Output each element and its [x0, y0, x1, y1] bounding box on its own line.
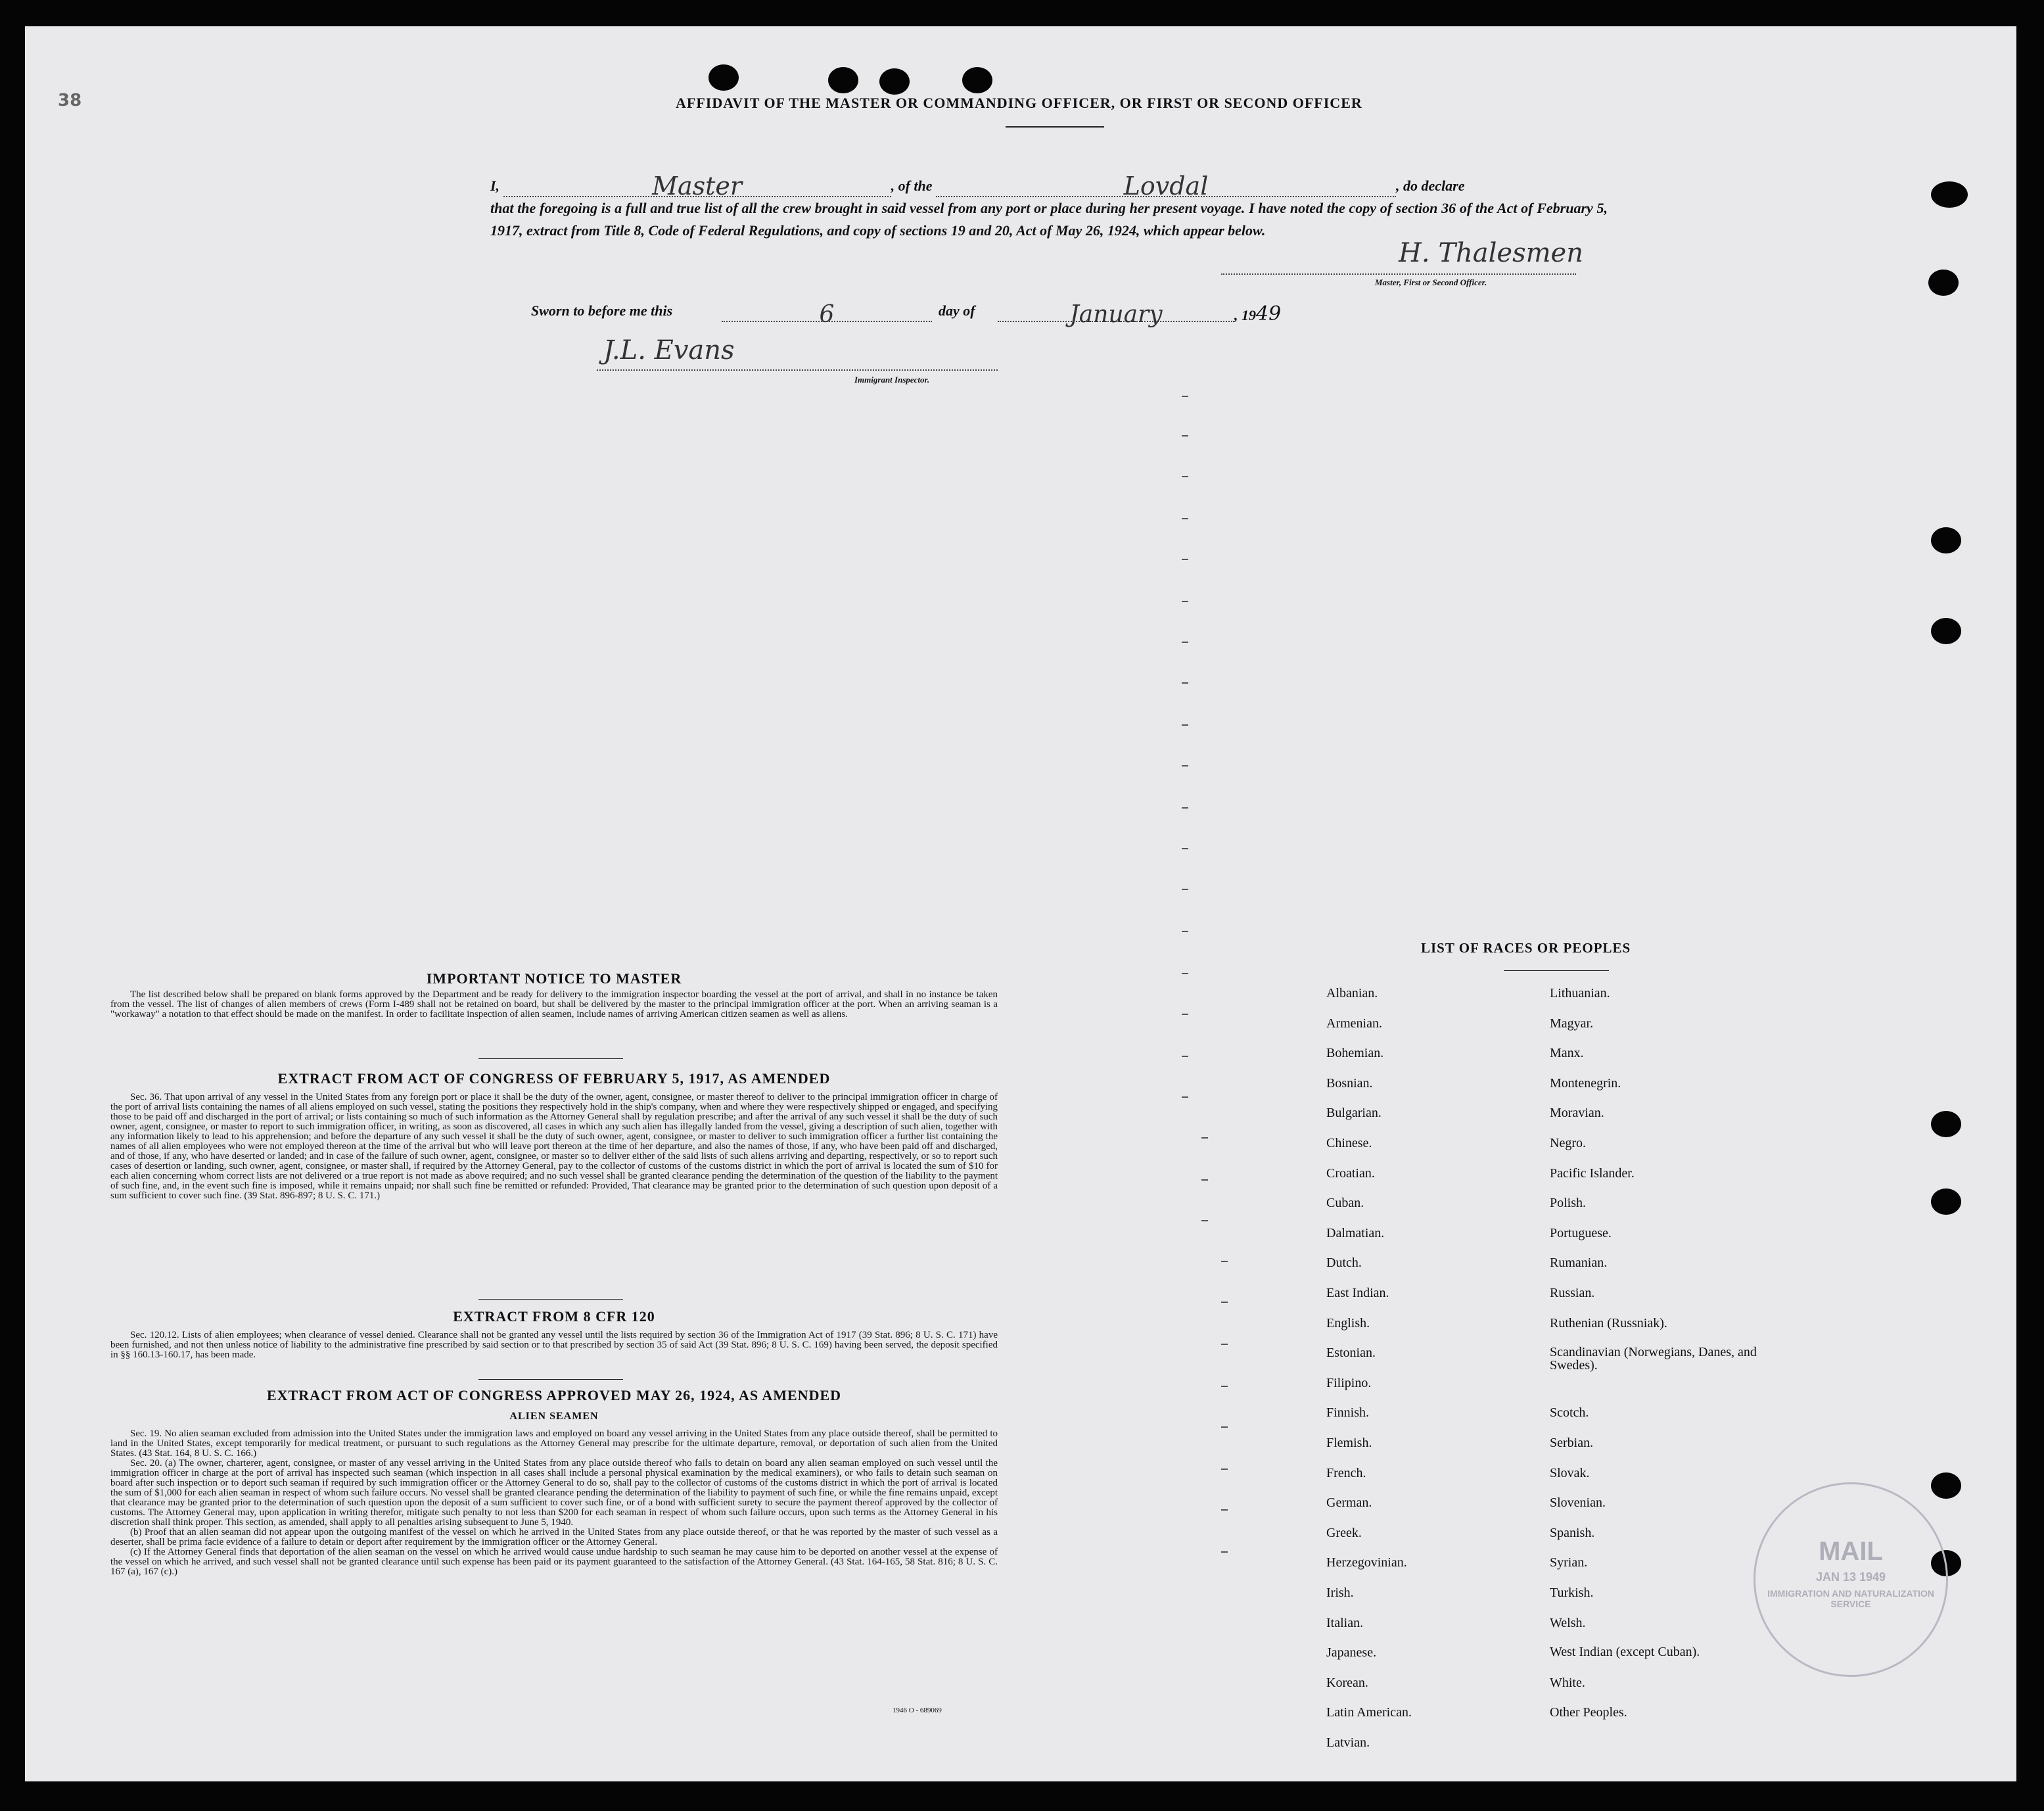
- race-item: Bohemian.: [1326, 1046, 1384, 1061]
- dash-mark: [1182, 601, 1188, 602]
- punch-hole: [708, 64, 739, 91]
- dash-mark: [1182, 682, 1188, 684]
- race-item: Portuguese.: [1550, 1225, 1612, 1240]
- year-prefix: , 19: [1234, 307, 1256, 323]
- races-rule: [1504, 970, 1609, 971]
- sworn-day-field: 6: [722, 301, 932, 322]
- race-item: Bulgarian.: [1326, 1106, 1382, 1121]
- race-item: Syrian.: [1550, 1555, 1588, 1570]
- notice-heading: IMPORTANT NOTICE TO MASTER: [426, 970, 682, 987]
- race-item: Slovenian.: [1550, 1495, 1606, 1511]
- extract-1917-heading: EXTRACT FROM ACT OF CONGRESS OF FEBRUARY 5, 1917, AS AMENDED: [277, 1070, 831, 1087]
- races-heading: LIST OF RACES OR PEOPLES: [1421, 940, 1631, 956]
- vessel-field: Lovdal: [936, 176, 1396, 197]
- extract-cfr-text: [110, 1330, 998, 1360]
- sec-20c-paragraph: (c) If the Attorney General finds that deportation of the alien seaman on the vessel on which he arrived would cause undue hardship to such seaman he may cause him to be deported on another vessel at the expense of the vessel on which he arrived, and such vessel shall not be granted clearance until such expense has been paid or its payment guaranteed to the satisfaction of the Attorney General. (43 Stat. 164-165, 58 Stat. 816; 8 U. S. C. 167 (a), 167 (c).): [110, 1547, 998, 1577]
- race-item: Scotch.: [1550, 1405, 1589, 1421]
- race-item: Welsh.: [1550, 1615, 1586, 1630]
- dash-mark: [1201, 1137, 1208, 1139]
- race-item: Bosnian.: [1326, 1075, 1373, 1091]
- race-item: Ruthenian (Russniak).: [1550, 1315, 1667, 1330]
- mail-received-stamp: [1754, 1482, 1948, 1677]
- race-item: Herzegovinian.: [1326, 1555, 1407, 1570]
- race-item: Latin American.: [1326, 1705, 1412, 1720]
- race-item: Armenian.: [1326, 1016, 1382, 1031]
- stamp-mail-text: MAIL: [1819, 1537, 1883, 1566]
- printer-code: 1946 O - 689069: [893, 1706, 942, 1714]
- race-item: Finnish.: [1326, 1405, 1370, 1421]
- dash-mark: [1182, 396, 1188, 397]
- extract-cfr-paragraph: Sec. 120.12. Lists of alien employees; when clearance of vessel denied. Clearance shall not be granted any vessel until the lists required by section 36 of the Immigration Act of 1917 (39 Stat. 896; 8 U. S. C. 171) have been furnished, and not then unless notice of liability to the administrative fine prescribed by said section or to that prescribed by section 35 of said Act (39 Stat. 896; 8 U. S. C. 169) having been served, the deposit specified in §§ 160.13-160.17, has been made.: [110, 1330, 998, 1360]
- extract-1917-paragraph: Sec. 36. That upon arrival of any vessel in the United States from any foreign port or place it shall be the duty of the owner, agent, consignee, or master thereof to deliver to the principal immigration officer in charge of the port of arrival lists containing the names of all aliens employed on such vessel, stating the positions they respectively hold in the ship's company, when and where they were respectively shipped or engaged, and specifying those to be paid off and discharged in the port of arrival; or lists containing so much of such information as the Attorney General shall by regulation prescribe; and after the arrival of any such vessel it shall be the duty of such owner, agent, consignee, or master to report to such immigration officer, in writing, as soon as discovered, all cases in which any such alien has illegally landed from the vessel, giving a description of such alien, together with any information likely to lead to his apprehension; and before the departure of any such vessel it shall be the duty of such owner, agent, consignee, or master to deliver to such immigration officer a further list containing the names of all alien employees who were not employed thereon at the time of the arrival but who will leave port thereon at the time of her departure, and also the names of those, if any, who have been paid off and discharged, and of those, if any, who have deserted or landed; and in case of the failure of such owner, agent, consignee, or master so to deliver either of the said lists of such aliens arriving and departing, respectively, or so to report such cases of desertion or landing, such owner, agent, consignee, or master shall, if required by the Attorney General, pay to the collector of customs of the customs district in which the port of arrival is located the sum of $10 for each alien concerning whom correct lists are not delivered or a true report is not made as above required; and no such vessel shall be granted clearance pending the determination of the question of the liability to the payment of such fine, and, in the event such fine is imposed, while it remains unpaid; nor shall such fine be remitted or refunded: Provided, That clearance may be granted prior to the determination of such question upon deposit of a sum sufficient to cover such fine. (39 Stat. 896-897; 8 U. S. C. 171.): [110, 1092, 998, 1201]
- race-item: Negro.: [1550, 1136, 1586, 1150]
- race-item: Chinese.: [1326, 1136, 1372, 1150]
- notice-rule: [478, 1058, 623, 1059]
- race-item: French.: [1326, 1465, 1366, 1480]
- race-item: Greek.: [1326, 1525, 1362, 1540]
- race-item: White.: [1550, 1675, 1585, 1690]
- race-item: Flemish.: [1326, 1436, 1372, 1450]
- notice-paragraph: The list described below shall be prepared on blank forms approved by the Department and be ready for delivery to the immigration inspector boarding the vessel at the port of arrival, and shall in no instance be taken from the vessel. The list of changes of alien members of crews (Form I-489 shall not be retained on board, but shall be delivered by the master to the principal immigration officer at the port. When an arriving seaman is a "workaway" a notation to that effect should be made on the manifest. In order to facilitate inspection of alien seamen, include names of arriving American citizen seamen as well as aliens.: [110, 989, 998, 1020]
- punch-hole: [1931, 1472, 1961, 1499]
- day-of-label: day of: [939, 302, 975, 319]
- inspector-caption: Immigrant Inspector.: [854, 375, 930, 385]
- race-item: Scandinavian (Norwegians, Danes, and Swedes).: [1550, 1345, 1757, 1373]
- dash-mark: [1182, 931, 1188, 932]
- dash-mark: [1221, 1551, 1228, 1553]
- race-item: Serbian.: [1550, 1436, 1594, 1450]
- master-caption: Master, First or Second Officer.: [1375, 277, 1487, 287]
- race-item: Dalmatian.: [1326, 1225, 1385, 1240]
- document-page: [25, 26, 2016, 1781]
- punch-hole: [879, 68, 910, 95]
- sec-19-paragraph: Sec. 19. No alien seaman excluded from admission into the United States under the immigration laws and employed on board any vessel arriving in the United States from any place outside thereof, shall be permitted to land in the United States, except temporarily for medical treatment, or pursuant to such regulations as the Attorney General may prescribe for the ultimate departure, removal, or deportation of such alien from the United States. (43 Stat. 164, 8 U. S. C. 166.): [110, 1428, 998, 1459]
- race-item: Japanese.: [1326, 1645, 1377, 1660]
- race-item: Spanish.: [1550, 1525, 1595, 1540]
- stamp-date-text: JAN 13 1949: [1815, 1570, 1886, 1584]
- dash-mark: [1182, 642, 1188, 643]
- race-item: Pacific Islander.: [1550, 1165, 1635, 1181]
- dash-mark: [1221, 1344, 1228, 1345]
- punch-hole: [1931, 1111, 1961, 1137]
- dash-mark: [1182, 559, 1188, 560]
- dash-mark: [1182, 1096, 1188, 1098]
- extract-cfr-rule: [478, 1379, 623, 1380]
- declare-label: , do declare: [1396, 177, 1465, 194]
- race-item: Croatian.: [1326, 1165, 1375, 1181]
- sworn-year: 49: [1256, 302, 1282, 325]
- affidavit-line1: [490, 172, 1608, 200]
- dash-mark: [1182, 807, 1188, 809]
- dash-mark: [1182, 518, 1188, 519]
- dash-mark: [1182, 1014, 1188, 1015]
- dash-mark: [1221, 1261, 1228, 1262]
- corner-mark: 38: [58, 91, 82, 110]
- title-rule: [1006, 126, 1104, 128]
- dash-mark: [1221, 1386, 1228, 1387]
- dash-mark: [1182, 973, 1188, 974]
- race-item: Albanian.: [1326, 986, 1378, 1000]
- dash-mark: [1221, 1302, 1228, 1303]
- dash-mark: [1201, 1179, 1208, 1181]
- race-item: Estonian.: [1326, 1346, 1376, 1361]
- race-item: East Indian.: [1326, 1286, 1389, 1300]
- sec-20b-paragraph: (b) Proof that an alien seaman did not appear upon the outgoing manifest of the vessel on which he arrived in the United States from any place outside thereof, or that he was reported by the master of such vessel as a deserter, shall be prima facie evidence of a failure to detain or deport after requirement by the immigration officer or the Attorney General.: [110, 1527, 998, 1547]
- race-item: Korean.: [1326, 1675, 1368, 1690]
- race-item: Moravian.: [1550, 1106, 1604, 1121]
- dash-mark: [1182, 476, 1188, 477]
- notice-text: [110, 990, 998, 1020]
- race-item: Polish.: [1550, 1196, 1587, 1211]
- alien-seamen-heading: ALIEN SEAMEN: [509, 1411, 599, 1422]
- race-item: Slovak.: [1550, 1465, 1590, 1480]
- sworn-prefix: Sworn to before me this: [531, 302, 673, 319]
- race-item: Russian.: [1550, 1286, 1595, 1300]
- dash-mark: [1182, 1056, 1188, 1057]
- sworn-month-field: January: [998, 301, 1234, 322]
- race-item: Manx.: [1550, 1046, 1584, 1061]
- dash-mark: [1182, 765, 1188, 766]
- stamp-agency-text: IMMIGRATION AND NATURALIZATION SERVICE: [1767, 1588, 1934, 1609]
- race-item: Other Peoples.: [1550, 1705, 1627, 1720]
- punch-hole: [1931, 1188, 1961, 1215]
- race-item: Turkish.: [1550, 1586, 1594, 1600]
- extract-1917-rule: [478, 1299, 623, 1300]
- inspector-signature: J.L. Evans: [603, 335, 735, 365]
- year-label: [1234, 302, 1281, 325]
- declarant-field: Master: [503, 176, 891, 197]
- affidavit-text: that the foregoing is a full and true list of all the crew brought in said vessel from any port or place during her present voyage. I have noted the copy of section 36 of the Act of February 5, 1917, extract from Title 8, Code of Federal Regulations, and copy of sections 19 and 20, Act of May 26, 1924, which appear below.: [490, 200, 1608, 239]
- race-item: Magyar.: [1550, 1016, 1594, 1031]
- race-item: West Indian (except Cuban).: [1550, 1645, 1700, 1660]
- race-item: Montenegrin.: [1550, 1075, 1621, 1091]
- race-item: German.: [1326, 1495, 1372, 1511]
- race-item: Filipino.: [1326, 1375, 1372, 1390]
- inspector-signature-line: [597, 369, 998, 371]
- race-item: Italian.: [1326, 1615, 1364, 1630]
- affidavit-title: AFFIDAVIT OF THE MASTER OR COMMANDING OFFICER, OR FIRST OR SECOND OFFICER: [676, 95, 1362, 111]
- affidavit-block: [490, 172, 1608, 242]
- extract-1924-text: [110, 1429, 998, 1577]
- race-item: Irish.: [1326, 1586, 1354, 1600]
- dash-mark: [1182, 435, 1188, 436]
- of-the-label: , of the: [891, 177, 933, 194]
- i-label: I,: [490, 177, 500, 194]
- extract-cfr-heading: EXTRACT FROM 8 CFR 120: [453, 1308, 655, 1325]
- race-item: English.: [1326, 1315, 1370, 1330]
- dash-mark: [1221, 1469, 1228, 1470]
- master-signature: H. Thalesmen: [1399, 238, 1583, 268]
- dash-mark: [1182, 848, 1188, 849]
- punch-hole: [1931, 181, 1968, 208]
- dash-mark: [1221, 1426, 1228, 1428]
- punch-hole: [1931, 618, 1961, 644]
- dash-mark: [1182, 889, 1188, 890]
- master-signature-line: [1221, 273, 1576, 275]
- extract-1924-heading: EXTRACT FROM ACT OF CONGRESS APPROVED MAY 26, 1924, AS AMENDED: [266, 1387, 842, 1403]
- extract-1917-text: [110, 1093, 998, 1201]
- race-item: Cuban.: [1326, 1196, 1364, 1211]
- punch-hole: [962, 67, 992, 93]
- race-item: Dutch.: [1326, 1256, 1362, 1271]
- race-item: Rumanian.: [1550, 1256, 1608, 1271]
- dash-mark: [1182, 724, 1188, 726]
- race-item: Lithuanian.: [1550, 986, 1610, 1000]
- punch-hole: [828, 67, 858, 93]
- sec-20a-paragraph: Sec. 20. (a) The owner, charterer, agent, consignee, or master of any vessel arriving in the United States from any place outside thereof who fails to detain on board any alien seaman employed on such vessel until the immigration officer in charge at the port of arrival has inspected such seaman (which inspection in all cases shall include a personal physical examination by the medical examiners), or who fails to detain such seaman on board after such inspection or to deport such seaman if required by such immigration officer or the Attorney General to do so, shall pay to the collector of customs of the customs district in which the port of arrival is located the sum of $1,000 for each alien seaman in respect of whom such failure occurs. No vessel shall be granted clearance pending the determination of the liability to payment of such fine, or while the fine remains unpaid, except that clearance may be granted prior to the determination of such question upon the deposit of a sum sufficient to cover such fine, or of a bond with sufficient surety to secure the payment thereof approved by the collector of customs. The Attorney General may, upon application in writing therefor, mitigate such penalty to not less than $200 for each seaman in respect of whom such failure occurs, upon such terms as the Attorney General in his discretion shall think proper. This section, as amended, shall apply to all penalties arising subsequent to June 5, 1940.: [110, 1458, 998, 1528]
- dash-mark: [1201, 1220, 1208, 1221]
- punch-hole: [1928, 270, 1959, 296]
- dash-mark: [1221, 1509, 1228, 1511]
- race-item: Latvian.: [1326, 1735, 1370, 1750]
- punch-hole: [1931, 527, 1961, 553]
